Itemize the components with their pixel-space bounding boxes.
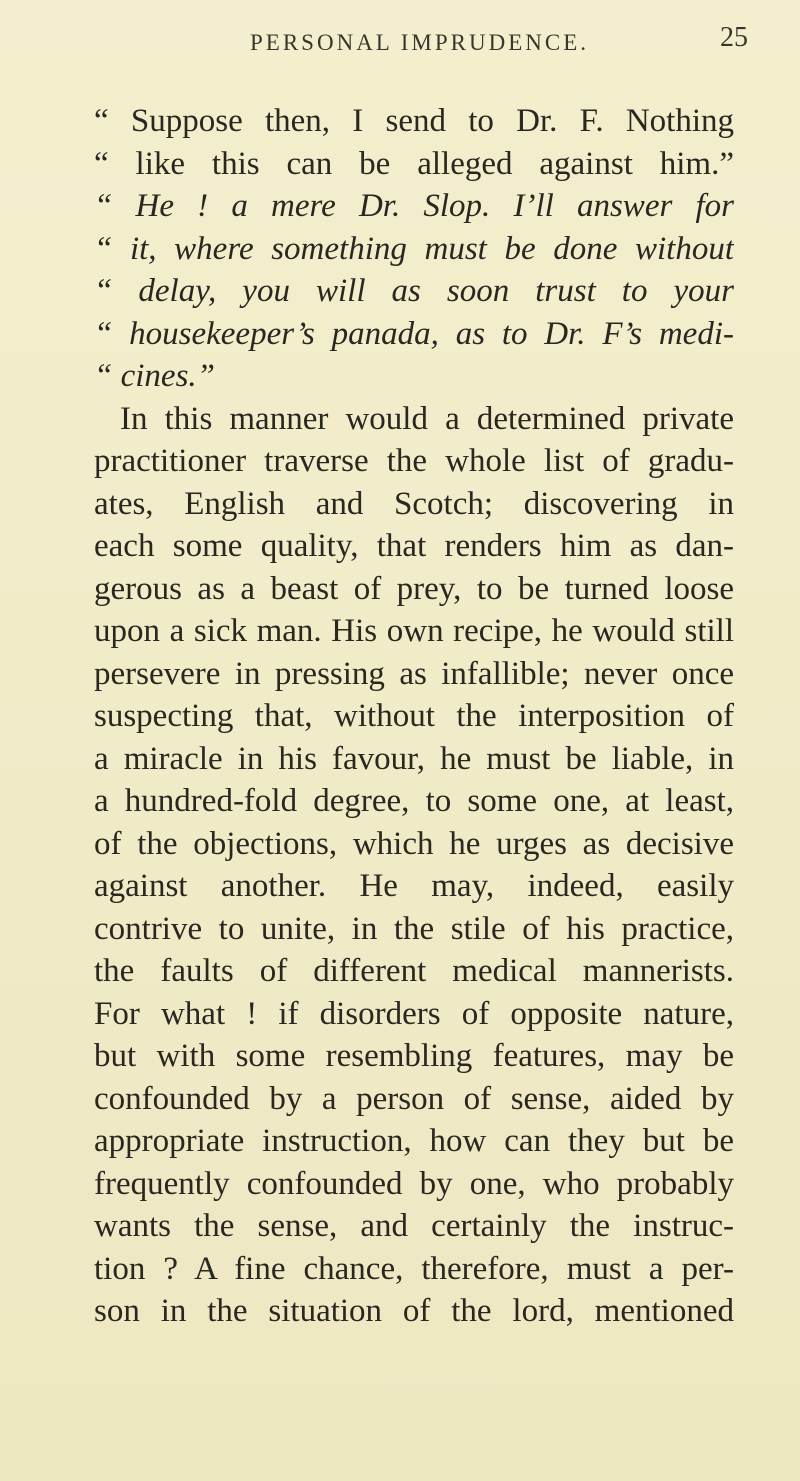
text-line: frequently confounded by one, who probably: [94, 1165, 734, 1202]
running-title: PERSONAL IMPRUDENCE.: [250, 30, 590, 55]
text-line: For what ! if disorders of opposite nature,: [94, 995, 734, 1032]
page-number: 25: [720, 22, 748, 53]
text-line: ates, English and Scotch; discovering in: [94, 485, 734, 522]
text-line: each some quality, that renders him as dan-: [94, 528, 734, 564]
text-line: a miracle in his favour, he must be liable, in: [94, 740, 734, 777]
text-line: of the objections, which he urges as decisive: [94, 825, 734, 862]
text-line: “ He ! a mere Dr. Slop. I’ll answer for: [94, 188, 734, 224]
text-line: son in the situation of the lord, mentioned: [94, 1293, 734, 1329]
text-line: appropriate instruction, how can they but be: [94, 1123, 734, 1159]
text-line: practitioner traverse the whole list of gradu-: [94, 443, 734, 479]
text-line: “ cines.”: [94, 358, 216, 394]
body-text: [94, 100, 734, 1333]
text-line: suspecting that, without the interposition of: [94, 698, 734, 734]
text-line: a hundred-fold degree, to some one, at least,: [94, 783, 734, 819]
text-line: contrive to unite, in the stile of his practice,: [94, 910, 734, 947]
text-line: upon a sick man. His own recipe, he would still: [94, 613, 734, 649]
text-line: against another. He may, indeed, easily: [94, 868, 734, 904]
text-line: persevere in pressing as infallible; never once: [94, 655, 734, 692]
text-line: tion ? A fine chance, therefore, must a per-: [94, 1250, 734, 1287]
text-line: “ housekeeper’s panada, as to Dr. F’s medi-: [94, 315, 734, 352]
text-line: “ it, where something must be done without: [94, 230, 734, 267]
text-line: but with some resembling features, may be: [94, 1038, 734, 1074]
text-line: confounded by a person of sense, aided by: [94, 1080, 734, 1117]
text-line: the faults of different medical mannerists.: [94, 953, 734, 989]
text-line: “ like this can be alleged against him.”: [94, 145, 734, 182]
text-line: In this manner would a determined private: [120, 400, 734, 437]
text-line: gerous as a beast of prey, to be turned loose: [94, 570, 734, 607]
text-line: wants the sense, and certainly the instruc-: [94, 1208, 734, 1244]
text-line: “ Suppose then, I send to Dr. F. Nothing: [94, 103, 734, 139]
text-line: “ delay, you will as soon trust to your: [94, 273, 734, 309]
